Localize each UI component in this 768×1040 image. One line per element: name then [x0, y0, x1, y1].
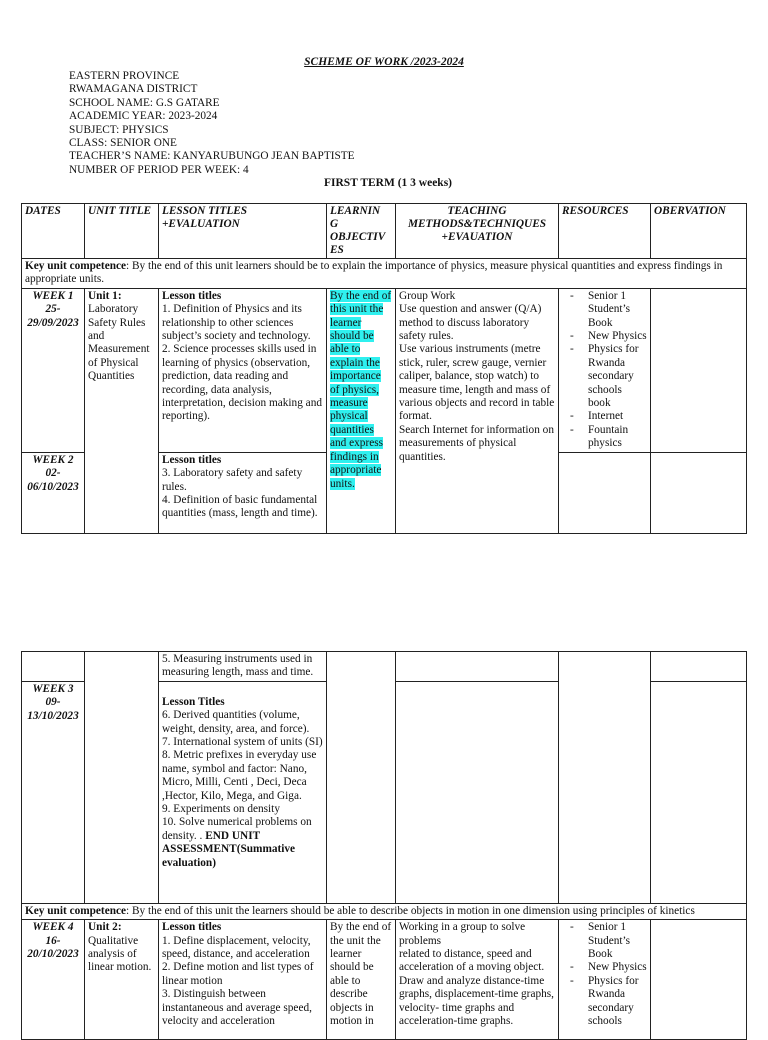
continued-lesson: 5. Measuring instruments used in measuring length, mass and time. — [159, 652, 327, 682]
scheme-table-page1 — [21, 203, 747, 534]
week1-dates: WEEK 1 25-29/09/2023 — [22, 288, 85, 452]
week4-dates: WEEK 4 16-20/10/2023 — [22, 920, 85, 1040]
document-title: SCHEME OF WORK /2023-2024 — [304, 56, 464, 68]
teacher-line: TEACHER’S NAME: KANYARUBUNGO JEAN BAPTISTE — [69, 150, 355, 163]
week3-dates: WEEK 3 09-13/10/2023 — [22, 681, 85, 903]
week1-lessons: Lesson titles 1. Definition of Physics and its relationship to other sciences subject’s society and technology. 2. Science processes skills used in learning of physics (observation, prediction, data reading and recording, data analysis, interpretation, decision making and reporting). — [159, 288, 327, 452]
district-line: RWAMAGANA DISTRICT — [69, 83, 198, 96]
continued-unit — [85, 652, 159, 904]
header-resources: RESOURCES — [559, 204, 651, 259]
week4-observation — [651, 920, 747, 1040]
unit2-competence: Key unit competence: By the end of this unit the learners should be able to describe objects in motion in one dimension using principles of kinetics — [22, 903, 747, 919]
continued-observation — [651, 652, 747, 682]
unit2-objective: By the end of the unit the learner should be able to describe objects in motion in — [327, 920, 396, 1040]
week2-lessons: Lesson titles 3. Laboratory safety and safety rules. 4. Definition of basic fundamental quantities (mass, length and time). — [159, 452, 327, 533]
header-unit-title: UNIT TITLE — [85, 204, 159, 259]
school-name-line: SCHOOL NAME: G.S GATARE — [69, 96, 220, 109]
unit2-teaching-methods: Working in a group to solve problems related to distance, speed and acceleration of a moving object. Draw and analyze distance-time graphs, displacement-time graphs, velocity- time graphs and acceleration-time graphs. — [396, 920, 559, 1040]
header-learning-objectives: LEARNIN G OBJECTIV ES — [327, 204, 396, 259]
academic-year-line: ACADEMIC YEAR: 2023-2024 — [69, 110, 218, 123]
subject-line: SUBJECT: PHYSICS — [69, 123, 169, 136]
week2-dates: WEEK 2 02-06/10/2023 — [22, 452, 85, 533]
unit2-resources: - Senior 1 Student’s Book - New Physics - Physics for Rwanda secondary schools — [559, 920, 651, 1040]
school-info — [69, 70, 355, 177]
unit1-title: Unit 1: Laboratory Safety Rules and Measurement of Physical Quantities — [85, 288, 159, 533]
term-heading: FIRST TERM (1 3 weeks) — [324, 177, 452, 189]
periods-line: NUMBER OF PERIOD PER WEEK: 4 — [69, 163, 249, 176]
week3-teaching — [396, 681, 559, 903]
unit1-resources: - Senior 1 Student’s Book - New Physics - Physics for Rwanda secondary schools book - Internet - Fountain physics — [559, 288, 651, 452]
continued-objective — [327, 652, 396, 904]
header-lesson-titles: LESSON TITLES +EVALUATION — [159, 204, 327, 259]
header-teaching-methods: TEACHING METHODS&TECHNIQUES +EVAUATION — [396, 204, 559, 259]
week3-lessons: Lesson Titles 6. Derived quantities (volume, weight, density, area, and force). 7. International system of units (SI) 8. Metric prefixes in everyday use name, symbol and factor: Nano, Micro, Milli, Centi , Deci, Deca ,Hector, Kilo, Mega, and Giga. 9. Experiments on density 10. Solve numerical problems on density. . END UNIT ASSESSMENT(Summative evaluation) — [159, 681, 327, 903]
week2-resources — [559, 452, 651, 533]
week3-observation — [651, 681, 747, 903]
week4-lessons: Lesson titles 1. Define displacement, velocity, speed, distance, and acceleration 2. Define motion and list types of linear motion 3. Distinguish between instantaneous and average speed, velocity and acceleration — [159, 920, 327, 1040]
header-dates: DATES — [22, 204, 85, 259]
class-line: CLASS: SENIOR ONE — [69, 137, 177, 150]
header-observation: OBERVATION — [651, 204, 747, 259]
unit2-title: Unit 2: Qualitative analysis of linear motion. — [85, 920, 159, 1040]
continued-teaching — [396, 652, 559, 682]
week2-observation — [651, 452, 747, 533]
continued-dates — [22, 652, 85, 682]
unit1-competence: Key unit competence: By the end of this unit learners should be to explain the importance of physics, measure physical quantities and express findings in appropriate units. — [22, 259, 747, 289]
week1-observation — [651, 288, 747, 452]
continued-resources — [559, 652, 651, 904]
province-line: EASTERN PROVINCE — [69, 70, 180, 82]
unit1-objective: By the end of this unit the learner should be able to explain the importance of physics, measure physical quantities and express findings in appropriate units. — [327, 288, 396, 533]
unit1-teaching-methods: Group Work Use question and answer (Q/A) method to discuss laboratory safety rules. Use various instruments (metre stick, ruler, screw gauge, vernier caliper, balance, stop watch) to measure time, length and mass of various objects and record in table format. Search Internet for information on measurements of physical quantities. — [396, 288, 559, 533]
scheme-table-page2 — [21, 651, 747, 1040]
